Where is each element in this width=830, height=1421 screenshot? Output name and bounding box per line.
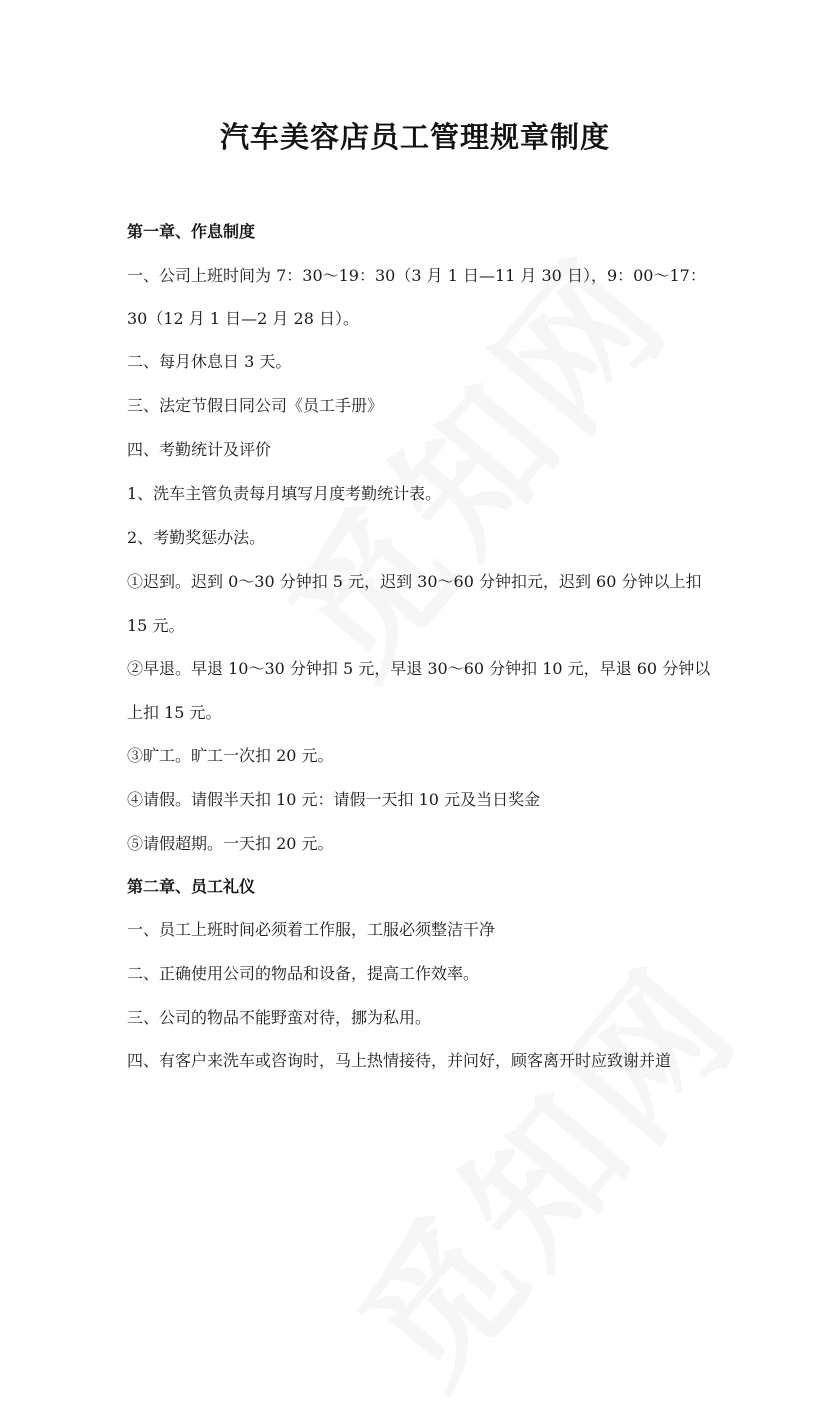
paragraph-line: 四、考勤统计及评价 xyxy=(127,440,272,459)
paragraph-line: ⑤请假超期。一天扣 20 元。 xyxy=(127,834,334,853)
paragraph-line: 二、正确使用公司的物品和设备，提高工作效率。 xyxy=(127,964,480,983)
document-title: 汽车美容店员工管理规章制度 xyxy=(219,120,610,154)
paragraph-line: 2、考勤奖惩办法。 xyxy=(127,528,266,547)
chapter-heading: 第一章、作息制度 xyxy=(127,222,256,241)
paragraph-line: 二、每月休息日 3 天。 xyxy=(127,352,292,371)
paragraph-line: 三、法定节假日同公司《员工手册》 xyxy=(127,396,384,415)
chapter-heading: 第二章、员工礼仪 xyxy=(127,877,256,896)
paragraph-line: 三、公司的物品不能野蛮对待，挪为私用。 xyxy=(127,1008,432,1027)
paragraph-line: 30（12 月 1 日—2 月 28 日）。 xyxy=(127,309,359,328)
paragraph-line: 四、有客户来洗车或咨询时，马上热情接待，并问好，顾客离开时应致谢并道 xyxy=(127,1051,672,1070)
paragraph-line: ②早退。早退 10～30 分钟扣 5 元，早退 30～60 分钟扣 10 元，早退 60 分钟以 xyxy=(127,659,711,678)
paragraph-line: ①迟到。迟到 0～30 分钟扣 5 元，迟到 30～60 分钟扣元，迟到 60 分钟以上扣 xyxy=(127,572,702,591)
paragraph-line: ③旷工。旷工一次扣 20 元。 xyxy=(127,746,334,765)
paragraph-line: 上扣 15 元。 xyxy=(127,703,222,722)
paragraph-line: 一、公司上班时间为 7：30～19：30（3 月 1 日—11 月 30 日），9：00～17： xyxy=(127,266,706,285)
paragraph-line: 1、洗车主管负责每月填写月度考勤统计表。 xyxy=(127,484,442,503)
paragraph-line: 一、员工上班时间必须着工作服，工服必须整洁干净 xyxy=(127,920,496,939)
watermark xyxy=(303,915,777,1421)
paragraph-line: ④请假。请假半天扣 10 元：请假一天扣 10 元及当日奖金 xyxy=(127,790,541,809)
paragraph-line: 15 元。 xyxy=(127,616,185,635)
